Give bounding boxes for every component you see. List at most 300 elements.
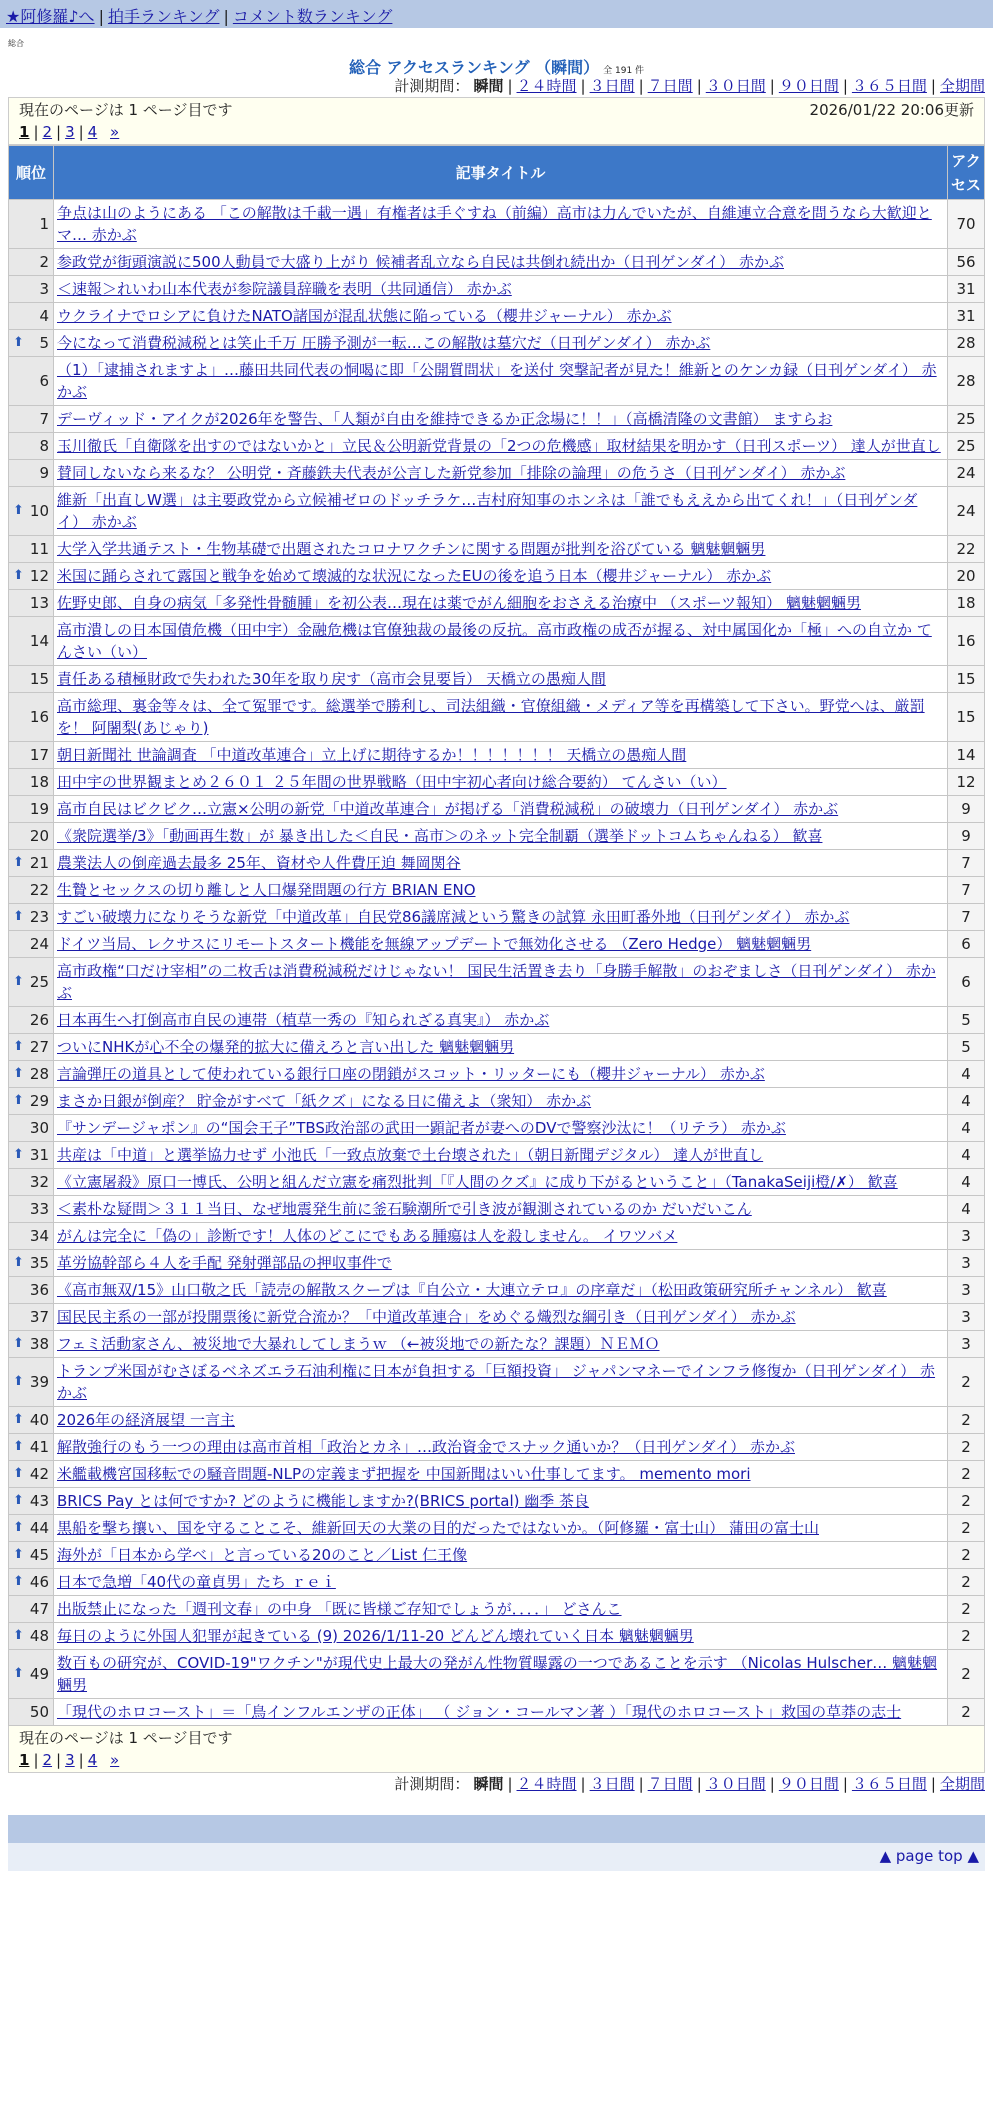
current-page-text: 現在のページは 1 ページ目です: [19, 101, 233, 119]
rank-up-arrow-icon: ⬆: [13, 503, 24, 518]
table-row: [9, 536, 985, 563]
period-separator: |: [769, 77, 775, 95]
table-row: [9, 1542, 985, 1569]
next-page-link[interactable]: »: [110, 1751, 120, 1769]
rank-up-arrow-icon: ⬆: [13, 855, 24, 870]
period-selector: [8, 75, 985, 97]
period-option-link[interactable]: ３６５日間: [851, 1775, 927, 1793]
period-option-link[interactable]: ３０日間: [705, 77, 766, 95]
page-title: [8, 55, 985, 75]
total-count: 全 191 件: [603, 66, 645, 76]
article-title-link[interactable]: ＜速報＞れいわ山本代表が参院議員辞職を表明（共同通信） 赤かぶ: [57, 280, 512, 298]
access-count: 14: [948, 742, 985, 769]
access-count: 25: [948, 406, 985, 433]
article-title-link[interactable]: 米国に踊らされて露国と戦争を始めて壊滅的な状況になったEUの後を追う日本（櫻井ジャーナル） 赤かぶ: [57, 567, 772, 585]
rank-number: 23: [29, 908, 49, 926]
article-title-link[interactable]: 玉川徹氏「自衛隊を出すのではないかと」立民＆公明新党背景の「2つの危機感」取材結果を明かす（日刊スポーツ） 達人が世直し: [57, 437, 941, 455]
article-title-link[interactable]: まさか日銀が倒産？ 貯金がすべて「紙クズ」になる日に備えよ（衆知） 赤かぶ: [57, 1092, 592, 1110]
rank-cell: [9, 1542, 54, 1569]
rank-up-arrow-icon: ⬆: [13, 1066, 24, 1081]
period-separator: |: [696, 77, 702, 95]
access-count: 3: [948, 1304, 985, 1331]
table-row: [9, 1169, 985, 1196]
rank-number: 40: [29, 1411, 49, 1429]
pager-separator: |: [78, 1751, 84, 1769]
rank-cell: [9, 200, 54, 249]
article-title-link[interactable]: ＜素朴な疑問＞３１１当日、なぜ地震発生前に釜石験潮所で引き波が観測されているのか だいだいこん: [57, 1200, 752, 1218]
pager-separator: [101, 1751, 106, 1769]
rank-number: 17: [29, 746, 49, 764]
nav-separator: |: [223, 7, 229, 26]
table-row: [9, 563, 985, 590]
article-title-link[interactable]: ついにNHKが心不全の爆発的拡大に備えろと言い出した 魑魅魍魎男: [57, 1038, 515, 1056]
table-row: [9, 1358, 985, 1407]
article-title-link[interactable]: 出版禁止になった「週刊文春」の中身 「既に皆様ご存知でしょうが．．．．」 どさんこ: [57, 1600, 622, 1618]
article-title-link[interactable]: 生贄とセックスの切り離しと人口爆発問題の行方 BRIAN ENO: [57, 881, 476, 899]
rank-up-arrow-icon: ⬆: [13, 1493, 24, 1508]
title-cell: [54, 1277, 948, 1304]
access-count: 5: [948, 1034, 985, 1061]
table-row: [9, 1569, 985, 1596]
rank-number: 7: [39, 410, 49, 428]
article-title-link[interactable]: 数百もの研究が、COVID-19"ワクチン"が現代史上最大の発がん性物質曝露の一つであることを示す （Nicolas Hulscher… 魑魅魍魎男: [57, 1654, 938, 1694]
rank-cell: [9, 877, 54, 904]
table-row: [9, 1115, 985, 1142]
rank-cell: [9, 1007, 54, 1034]
period-separator: |: [580, 77, 586, 95]
title-cell: [54, 1650, 948, 1699]
title-cell: [54, 877, 948, 904]
rank-cell: [9, 666, 54, 693]
rank-up-arrow-icon: ⬆: [13, 1666, 24, 1681]
rank-up-arrow-icon: ⬆: [13, 974, 24, 989]
rank-cell: [9, 904, 54, 931]
title-cell: [54, 406, 948, 433]
access-count: 3: [948, 1250, 985, 1277]
title-cell: [54, 823, 948, 850]
access-count: 28: [948, 330, 985, 357]
article-title-link[interactable]: 高市潰しの日本国債危機（田中宇）金融危機は官僚独裁の最後の反抗。高市政権の成否が握る、対中属国化か「極」への自立か てんさい（い）: [57, 621, 932, 661]
access-count: 7: [948, 904, 985, 931]
rank-cell: [9, 1169, 54, 1196]
rank-number: 43: [29, 1492, 49, 1510]
rank-number: 45: [29, 1546, 49, 1564]
title-cell: [54, 1569, 948, 1596]
title-cell: [54, 1304, 948, 1331]
rank-cell: [9, 617, 54, 666]
access-count: 2: [948, 1488, 985, 1515]
table-row: [9, 1596, 985, 1623]
table-row: [9, 1277, 985, 1304]
rank-number: 29: [29, 1092, 49, 1110]
table-row: [9, 590, 985, 617]
access-count: 6: [948, 958, 985, 1007]
article-title-link[interactable]: 《立憲屠殺》原口一博氏、公明と組んだ立憲を痛烈批判「『人間のクズ』に成り下がるということ」（TanakaSeiji橙/✗） 歓喜: [57, 1173, 898, 1191]
access-count: 4: [948, 1088, 985, 1115]
rank-number: 10: [29, 502, 49, 520]
article-title-link[interactable]: 田中宇の世界観まとめ２６０１ ２５年間の世界戦略（田中宇初心者向け総合要約） てんさい（い）: [57, 773, 727, 791]
period-option-link[interactable]: ２４時間: [516, 77, 577, 95]
rank-up-arrow-icon: ⬆: [13, 1255, 24, 1270]
title-cell: [54, 1331, 948, 1358]
title-cell: [54, 1542, 948, 1569]
access-count: 2: [948, 1407, 985, 1434]
article-title-link[interactable]: 参政党が街頭演説に500人動員で大盛り上がり 候補者乱立なら自民は共倒れ続出か（日刊ゲンダイ） 赤かぶ: [57, 253, 784, 271]
access-count: 5: [948, 1007, 985, 1034]
rank-cell: [9, 796, 54, 823]
table-header-row: [9, 146, 985, 200]
access-count: 22: [948, 536, 985, 563]
top-nav-bar: [0, 0, 993, 28]
page-number-link[interactable]: 3: [65, 1751, 75, 1769]
period-option-link[interactable]: ３６５日間: [851, 77, 927, 95]
rank-number: 15: [29, 670, 49, 688]
article-title-link[interactable]: 農業法人の倒産過去最多 25年、資材や人件費圧迫 舞岡関谷: [57, 854, 461, 872]
article-title-link[interactable]: 今になって消費税減税とは笑止千万 圧勝予測が一転…この解散は墓穴だ（日刊ゲンダイ） 赤かぶ: [57, 334, 711, 352]
rank-number: 6: [39, 372, 49, 390]
pager-separator: |: [33, 1751, 39, 1769]
access-count: 31: [948, 303, 985, 330]
access-count: 2: [948, 1515, 985, 1542]
rank-up-arrow-icon: ⬆: [13, 1439, 24, 1454]
article-title-link[interactable]: 共産は「中道」と選挙協力せず 小池氏「一致点放棄で土台壊された」（朝日新聞デジタル） 達人が世直し: [57, 1146, 764, 1164]
table-row: [9, 796, 985, 823]
access-count: 31: [948, 276, 985, 303]
title-header: 記事タイトル: [54, 146, 948, 200]
access-count: 16: [948, 617, 985, 666]
title-cell: [54, 1061, 948, 1088]
rank-number: 1: [39, 215, 49, 233]
access-count: 2: [948, 1542, 985, 1569]
page-number-link[interactable]: 4: [87, 123, 98, 141]
article-title-link[interactable]: 維新「出直しW選」は主要政党から立候補ゼロのドッチラケ…吉村府知事のホンネは「誰でもええから出てくれ！」（日刊ゲンダイ） 赤かぶ: [57, 491, 918, 531]
pager-separator: |: [56, 123, 62, 141]
page-number-link[interactable]: 3: [65, 123, 75, 141]
rank-up-arrow-icon: ⬆: [13, 909, 24, 924]
rank-cell: [9, 1461, 54, 1488]
rank-number: 24: [29, 935, 49, 953]
rank-cell: [9, 1488, 54, 1515]
rank-up-arrow-icon: ⬆: [13, 1547, 24, 1562]
rank-cell: [9, 1304, 54, 1331]
comment-ranking-link[interactable]: コメント数ランキング: [232, 7, 393, 26]
period-separator: |: [507, 1775, 513, 1793]
article-title-link[interactable]: 米艦載機宮国移転での騒音問題-NLPの定義まず把握を 中国新聞はいい仕事してます。 memento mori: [57, 1465, 751, 1483]
rank-number: 42: [29, 1465, 49, 1483]
rank-cell: [9, 433, 54, 460]
rank-cell: [9, 1699, 54, 1726]
title-cell: [54, 1596, 948, 1623]
pager-separator: |: [33, 123, 39, 141]
table-row: [9, 850, 985, 877]
article-title-link[interactable]: 解散強行のもう一つの理由は高市首相「政治とカネ」…政治資金でスナック通いか？（日刊ゲンダイ） 赤かぶ: [57, 1438, 795, 1456]
period-separator: |: [696, 1775, 702, 1793]
period-separator: |: [769, 1775, 775, 1793]
table-row: [9, 200, 985, 249]
rank-number: 33: [29, 1200, 49, 1218]
access-count: 18: [948, 590, 985, 617]
article-title-link[interactable]: 毎日のように外国人犯罪が起きている (9) 2026/1/11-20 どんどん壊れていく日本 魑魅魍魎男: [57, 1627, 694, 1645]
article-title-link[interactable]: （1）「逮捕されますよ」…藤田共同代表の恫喝に即「公開質問状」を送付 突撃記者が見た！維新とのケンカ録（日刊ゲンダイ） 赤かぶ: [57, 361, 937, 401]
table-row: [9, 1650, 985, 1699]
title-cell: [54, 330, 948, 357]
article-title-link[interactable]: BRICS Pay とは何ですか? どのように機能しますか?(BRICS portal) 幽季 茶良: [57, 1492, 590, 1510]
rank-cell: [9, 460, 54, 487]
period-separator: |: [930, 77, 936, 95]
period-option-link[interactable]: ７日間: [647, 1775, 693, 1793]
table-row: [9, 1515, 985, 1542]
period-option-link[interactable]: 全期間: [939, 77, 985, 95]
rank-number: 21: [29, 854, 49, 872]
table-row: [9, 1623, 985, 1650]
article-title-link[interactable]: 海外が「日本から学べ」と言っている20のこと／List 仁王像: [57, 1546, 468, 1564]
ranking-table-body: [9, 200, 985, 1726]
table-row: [9, 1488, 985, 1515]
period-separator: |: [638, 77, 644, 95]
rank-number: 39: [29, 1373, 49, 1391]
title-cell: [54, 1115, 948, 1142]
rank-up-arrow-icon: ⬆: [13, 1093, 24, 1108]
rank-cell: [9, 931, 54, 958]
rank-cell: [9, 1623, 54, 1650]
page-number-link[interactable]: 2: [42, 123, 53, 141]
article-title-link[interactable]: 革労協幹部ら４人を手配 発射弾部品の押収事件で: [57, 1254, 392, 1272]
article-title-link[interactable]: 高市自民はビクビク…立憲×公明の新党「中道改革連合」が掲げる「消費税減税」の破壊力（日刊ゲンダイ） 赤かぶ: [57, 800, 839, 818]
article-title-link[interactable]: 佐野史郎、自身の病気「多発性骨髄腫」を初公表…現在は薬でがん細胞をおさえる治療中 （スポーツ報知） 魑魅魍魎男: [57, 594, 861, 612]
title-cell: [54, 850, 948, 877]
rank-number: 32: [29, 1173, 49, 1191]
next-page-link[interactable]: »: [110, 123, 120, 141]
article-title-link[interactable]: デーヴィッド・アイクが2026年を警告、「人類が自由を維持できるか正念場に！！」（高橋清隆の文書館） ますらお: [57, 410, 833, 428]
rank-number: 18: [29, 773, 49, 791]
period-option-link[interactable]: ３日間: [589, 77, 635, 95]
period-selector: [8, 1773, 985, 1795]
title-cell: [54, 1142, 948, 1169]
article-title-link[interactable]: 日本で急増「40代の童貞男」たち ｒｅｉ: [57, 1573, 336, 1591]
title-cell: [54, 200, 948, 249]
rank-number: 2: [39, 253, 49, 271]
rank-up-arrow-icon: ⬆: [13, 1466, 24, 1481]
article-title-link[interactable]: 高市総理、裏金等々は、全て冤罪です。総選挙で勝利し、司法組織・官僚組織・メディア等を再構築して下さい。野党へは、厳罰を！ 阿闍梨(あじゃり): [57, 697, 925, 737]
period-option-link[interactable]: 全期間: [939, 1775, 985, 1793]
table-row: [9, 330, 985, 357]
rank-cell: [9, 742, 54, 769]
access-count: 2: [948, 1699, 985, 1726]
access-count: 3: [948, 1277, 985, 1304]
rank-number: 4: [39, 307, 49, 325]
page-number-link[interactable]: 4: [87, 1751, 98, 1769]
rank-number: 46: [29, 1573, 49, 1591]
table-row: [9, 1434, 985, 1461]
access-count: 9: [948, 823, 985, 850]
access-count: 4: [948, 1061, 985, 1088]
access-count: 4: [948, 1142, 985, 1169]
article-title-link[interactable]: 高市政権“口だけ宰相”の二枚舌は消費税減税だけじゃない！ 国民生活置き去り「身勝手解散」のおぞましさ（日刊ゲンダイ） 赤かぶ: [57, 962, 936, 1002]
title-cell: [54, 1623, 948, 1650]
table-row: [9, 1007, 985, 1034]
table-row: [9, 1699, 985, 1726]
rank-number: 48: [29, 1627, 49, 1645]
page-top-link[interactable]: ▲ page top ▲: [879, 1847, 979, 1865]
period-option-link[interactable]: ２４時間: [516, 1775, 577, 1793]
rank-number: 11: [29, 540, 49, 558]
article-title-link[interactable]: がんは完全に「偽の」診断です！人体のどこにでもある腫瘍は人を殺しません。 イワツバメ: [57, 1227, 678, 1245]
rank-cell: [9, 1596, 54, 1623]
footer-bar: [8, 1815, 985, 1843]
home-link[interactable]: ★阿修羅♪へ: [6, 7, 95, 26]
title-cell: [54, 249, 948, 276]
table-row: [9, 1196, 985, 1223]
rank-number: 3: [39, 280, 49, 298]
rank-cell: [9, 249, 54, 276]
title-cell: [54, 904, 948, 931]
article-title-link[interactable]: 言論弾圧の道具として使われている銀行口座の閉鎖がスコット・リッターにも（櫻井ジャーナル） 赤かぶ: [57, 1065, 765, 1083]
rank-cell: [9, 536, 54, 563]
period-option-link[interactable]: ３０日間: [705, 1775, 766, 1793]
rank-number: 14: [29, 632, 49, 650]
article-title-link[interactable]: 責任ある積極財政で失われた30年を取り戻す（高市会見要旨） 天橋立の愚痴人間: [57, 670, 606, 688]
title-cell: [54, 487, 948, 536]
rank-up-arrow-icon: ⬆: [13, 1628, 24, 1643]
nav-separator: |: [98, 7, 104, 26]
article-title-link[interactable]: 朝日新聞社 世論調査 「中道改革連合」立上げに期待するか！！！！！！！ 天橋立の愚痴人間: [57, 746, 687, 764]
article-title-link[interactable]: フェミ活動家さん、被災地で大暴れしてしまうｗ （←被災地での新たな？課題）ＮＥＭＯ: [57, 1335, 660, 1353]
period-separator: |: [930, 1775, 936, 1793]
title-cell: [54, 1407, 948, 1434]
rank-cell: [9, 1515, 54, 1542]
access-count: 56: [948, 249, 985, 276]
period-option-link[interactable]: ９０日間: [778, 77, 839, 95]
rank-number: 25: [29, 973, 49, 991]
page-number-link[interactable]: 2: [42, 1751, 53, 1769]
pager-separator: [101, 123, 106, 141]
table-row: [9, 357, 985, 406]
rank-number: 20: [29, 827, 49, 845]
rank-cell: [9, 1196, 54, 1223]
access-count: 2: [948, 1623, 985, 1650]
period-separator: |: [580, 1775, 586, 1793]
article-title-link[interactable]: 『サンデージャポン』の“国会王子”TBS政治部の武田一顕記者が妻へのDVで警察沙汰に！（リテラ） 赤かぶ: [57, 1119, 786, 1137]
period-option-link[interactable]: ７日間: [647, 77, 693, 95]
access-count: 15: [948, 693, 985, 742]
access-count: 2: [948, 1569, 985, 1596]
article-title-link[interactable]: 大学入学共通テスト・生物基礎で出題されたコロナワクチンに関する問題が批判を浴びている 魑魅魍魎男: [57, 540, 766, 558]
rank-up-arrow-icon: ⬆: [13, 1520, 24, 1535]
table-row: [9, 406, 985, 433]
access-count: 3: [948, 1331, 985, 1358]
article-title-link[interactable]: ウクライナでロシアに負けたNATO諸国が混乱状態に陥っている（櫻井ジャーナル） 赤かぶ: [57, 307, 672, 325]
pagination: [19, 1749, 974, 1771]
table-row: [9, 693, 985, 742]
article-title-link[interactable]: 2026年の経済展望 一言主: [57, 1411, 235, 1429]
title-cell: [54, 1007, 948, 1034]
title-cell: [54, 1169, 948, 1196]
access-count: 2: [948, 1461, 985, 1488]
title-cell: [54, 536, 948, 563]
table-row: [9, 1250, 985, 1277]
title-cell: [54, 357, 948, 406]
title-cell: [54, 1223, 948, 1250]
title-cell: [54, 1250, 948, 1277]
rank-cell: [9, 769, 54, 796]
title-cell: [54, 1088, 948, 1115]
rank-cell: [9, 1650, 54, 1699]
page-info-bottom: [8, 1726, 985, 1773]
rank-header: 順位: [9, 146, 54, 200]
access-count: 12: [948, 769, 985, 796]
title-cell: [54, 796, 948, 823]
table-row: [9, 769, 985, 796]
rank-cell: [9, 850, 54, 877]
period-separator: |: [638, 1775, 644, 1793]
title-cell: [54, 693, 948, 742]
article-title-link[interactable]: 《高市無双/15》山口敬之氏「読売の解散スクープは『自公立・大連立テロ』の序章だ」（松田政策研究所チャンネル） 歓喜: [57, 1281, 887, 1299]
period-separator: |: [507, 77, 513, 95]
rank-cell: [9, 1331, 54, 1358]
rank-number: 12: [29, 567, 49, 585]
access-count: 3: [948, 1223, 985, 1250]
rank-number: 22: [29, 881, 49, 899]
period-option-link[interactable]: ９０日間: [778, 1775, 839, 1793]
article-title-link[interactable]: 賛同しないなら来るな？ 公明党・斉藤鉄夫代表が公言した新党参加「排除の論理」の危うさ（日刊ゲンダイ） 赤かぶ: [57, 464, 846, 482]
table-row: [9, 487, 985, 536]
rank-cell: [9, 357, 54, 406]
rank-number: 30: [29, 1119, 49, 1137]
table-row: [9, 1304, 985, 1331]
article-title-link[interactable]: すごい破壊力になりそうな新党「中道改革」自民党86議席減という驚きの試算 永田町番外地（日刊ゲンダイ） 赤かぶ: [57, 908, 850, 926]
page-info-top: [8, 97, 985, 145]
table-row: [9, 958, 985, 1007]
period-label: 計測期間：: [394, 1775, 470, 1793]
period-option-current: 瞬間: [473, 1775, 504, 1793]
article-title-link[interactable]: 日本再生へ打倒高市自民の連帯（植草一秀の『知られざる真実』） 赤かぶ: [57, 1011, 550, 1029]
table-row: [9, 666, 985, 693]
rank-number: 49: [29, 1665, 49, 1683]
title-cell: [54, 1488, 948, 1515]
title-cell: [54, 958, 948, 1007]
access-count: 28: [948, 357, 985, 406]
title-cell: [54, 1034, 948, 1061]
article-title-link[interactable]: 「現代のホロコースト」＝「鳥インフルエンザの正体」 （ ジョン・コールマン著 ）「現代のホロコースト」救国の草莽の志士: [57, 1703, 902, 1721]
title-cell: [54, 931, 948, 958]
section-label: 総合: [8, 39, 24, 48]
title-cell: [54, 769, 948, 796]
rank-cell: [9, 1250, 54, 1277]
article-title-link[interactable]: トランプ米国がむさぼるベネズエラ石油利権に日本が負担する「巨額投資」 ジャパンマネーでインフラ修復か（日刊ゲンダイ） 赤かぶ: [57, 1362, 936, 1402]
article-title-link[interactable]: ドイツ当局、レクサスにリモートスタート機能を無線アップデートで無効化させる （Zero Hedge） 魑魅魍魎男: [57, 935, 812, 953]
clap-ranking-link[interactable]: 拍手ランキング: [107, 7, 220, 26]
rank-cell: [9, 1061, 54, 1088]
table-row: [9, 1331, 985, 1358]
rank-cell: [9, 1407, 54, 1434]
access-count: 4: [948, 1169, 985, 1196]
article-title-link[interactable]: 争点は山のようにある 「この解散は千載一遇」有権者は手ぐすね（前編）高市は力んでいたが、自維連立合意を問うなら大歓迎とマ… 赤かぶ: [57, 204, 932, 244]
article-title-link[interactable]: 国民民主系の一部が投開票後に新党合流か？「中道改革連合」をめぐる熾烈な綱引き（日刊ゲンダイ） 赤かぶ: [57, 1308, 796, 1326]
title-cell: [54, 1434, 948, 1461]
rank-cell: [9, 958, 54, 1007]
article-title-link[interactable]: 《衆院選挙/3》「動画再生数」が 暴き出した＜自民・高市＞のネット完全制覇（選挙ドットコムちゃんねる） 歓喜: [57, 827, 823, 845]
table-row: [9, 1034, 985, 1061]
rank-number: 38: [29, 1335, 49, 1353]
title-cell: [54, 742, 948, 769]
access-count: 6: [948, 931, 985, 958]
updated-timestamp: 2026/01/22 20:06更新: [809, 101, 974, 119]
title-cell: [54, 1515, 948, 1542]
article-title-link[interactable]: 黒船を撃ち攘い、国を守ることこそ、維新回天の大業の目的だったではないか。（阿修羅・富士山） 蒲田の富士山: [57, 1519, 819, 1537]
access-count: 20: [948, 563, 985, 590]
period-option-link[interactable]: ３日間: [589, 1775, 635, 1793]
title-cell: [54, 590, 948, 617]
